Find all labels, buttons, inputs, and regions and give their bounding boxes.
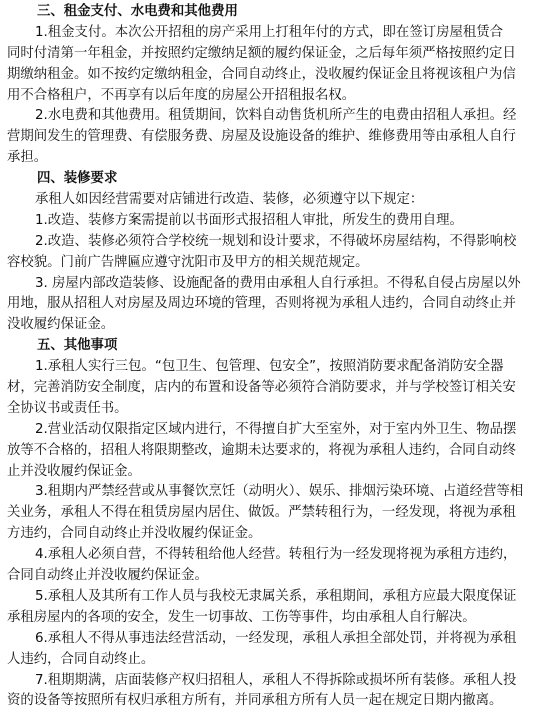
paragraph-line: 营期间发生的管理费、有偿服务费、房屋及设施设备的维护、维修费用等由承租人自行 [7,127,534,148]
paragraph-line: 放等不合格的，招租人将限期整改，逾期未达要求的，将视为承租人违约，合同自动终 [7,441,534,462]
section-heading: 五、其他事项 [7,336,534,357]
paragraph-line: 3.租期内严禁经营或从事餐饮烹饪（动明火）、娱乐、排烟污染环境、占道经营等相 [7,482,534,503]
paragraph-line: 止并没收履约保证金。 [7,462,534,483]
paragraph-line: 2.营业活动仅限指定区域内进行，不得擅自扩大至室外，对于室内外卫生、物品摆 [7,420,534,441]
paragraph-line: 没收履约保证金。 [7,315,534,336]
paragraph-line: 承担。 [7,148,534,169]
paragraph-line: 1.改造、装修方案需提前以书面形式报招租人审批，所发生的费用自理。 [7,211,534,232]
paragraph-line: 3. 房屋内部改造装修、设施配备的费用由承租人自行承担。不得私自侵占房屋以外 [7,274,534,295]
paragraph-staff-relationship [7,587,534,629]
paragraph-line: 6.承租人不得从事违法经营活动，一经发现，承租人承担全部处罚，并将视为承租 [7,629,534,650]
paragraph-line: 关业务，承租人不得在租赁房屋内居住、做饭。严禁转租行为，一经发现，将视为承租 [7,503,534,524]
paragraph-line: 1.租金支付。本次公开招租的房产采用上打租年付的方式，即在签订房屋租赁合 [7,23,534,44]
section-rent-utilities [7,2,534,169]
paragraph-line: 期缴纳租金。如不按约定缴纳租金，合同自动终止，没收履约保证金且将视该租户为信 [7,65,534,86]
paragraph-renovation-intro [7,190,534,211]
paragraph-line: 2.水电费和其他费用。租赁期间，饮料自动售货机所产生的电费由招租人承担。经 [7,106,534,127]
section-renovation [7,169,534,336]
paragraph-lease-expiry [7,671,534,712]
section-heading: 四、装修要求 [7,169,534,190]
paragraph-line: 承租人如因经营需要对店铺进行改造、装修，必须遵守以下规定： [7,190,534,211]
paragraph-self-operation [7,545,534,587]
paragraph-utilities [7,106,534,169]
section-heading: 三、租金支付、水电费和其他费用 [7,2,534,23]
paragraph-line: 人违约，合同自动终止。 [7,650,534,671]
paragraph-line: 材，完善消防安全制度，店内的布置和设备等必须符合消防要求，并与学校签订相关安 [7,378,534,399]
section-other-matters [7,336,534,712]
paragraph-rent-payment [7,23,534,107]
paragraph-line: 2.改造、装修必须符合学校统一规划和设计要求，不得破坏房屋结构，不得影响校 [7,232,534,253]
paragraph-line: 方违约，合同自动终止并没收履约保证金。 [7,524,534,545]
paragraph-line: 用地，服从招租人对房屋及周边环境的管理，否则将视为承租人违约，合同自动终止并 [7,294,534,315]
paragraph-line: 承租房屋内的各项的安全，发生一切事故、工伤等事件，均由承租人自行解决。 [7,608,534,629]
paragraph-line: 7.租期期满，店面装修产权归招租人，承租人不得拆除或损坏所有装修。承租人投 [7,671,534,692]
paragraph-renovation-approval [7,211,534,232]
paragraph-business-area [7,420,534,483]
paragraph-three-guarantees [7,357,534,420]
paragraph-line: 同时付清第一年租金，并按照约定缴纳足额的履约保证金，之后每年须严格按照约定日 [7,44,534,65]
paragraph-line: 资的设备等按照所有权归承租方所有，并同承租方所有人员一起在规定日期内撤离。 [7,691,534,712]
paragraph-renovation-planning [7,232,534,274]
paragraph-line: 容校貌。门前广告牌匾应遵守沈阳市及甲方的相关规范规定。 [7,253,534,274]
paragraph-line: 5.承租人及其所有工作人员与我校无隶属关系，承租期间，承租方应最大限度保证 [7,587,534,608]
paragraph-line: 1.承租人实行三包。“包卫生、包管理、包安全”，按照消防要求配备消防安全器 [7,357,534,378]
paragraph-line: 合同自动终止并没收履约保证金。 [7,566,534,587]
paragraph-renovation-costs [7,274,534,337]
paragraph-prohibited-business [7,482,534,545]
paragraph-line: 全协议书或责任书。 [7,399,534,420]
paragraph-line: 用不合格租户，不再享有以后年度的房屋公开招租报名权。 [7,86,534,107]
paragraph-illegal-activities [7,629,534,671]
paragraph-line: 4.承租人必须自营，不得转租给他人经营。转租行为一经发现将视为承租方违约， [7,545,534,566]
